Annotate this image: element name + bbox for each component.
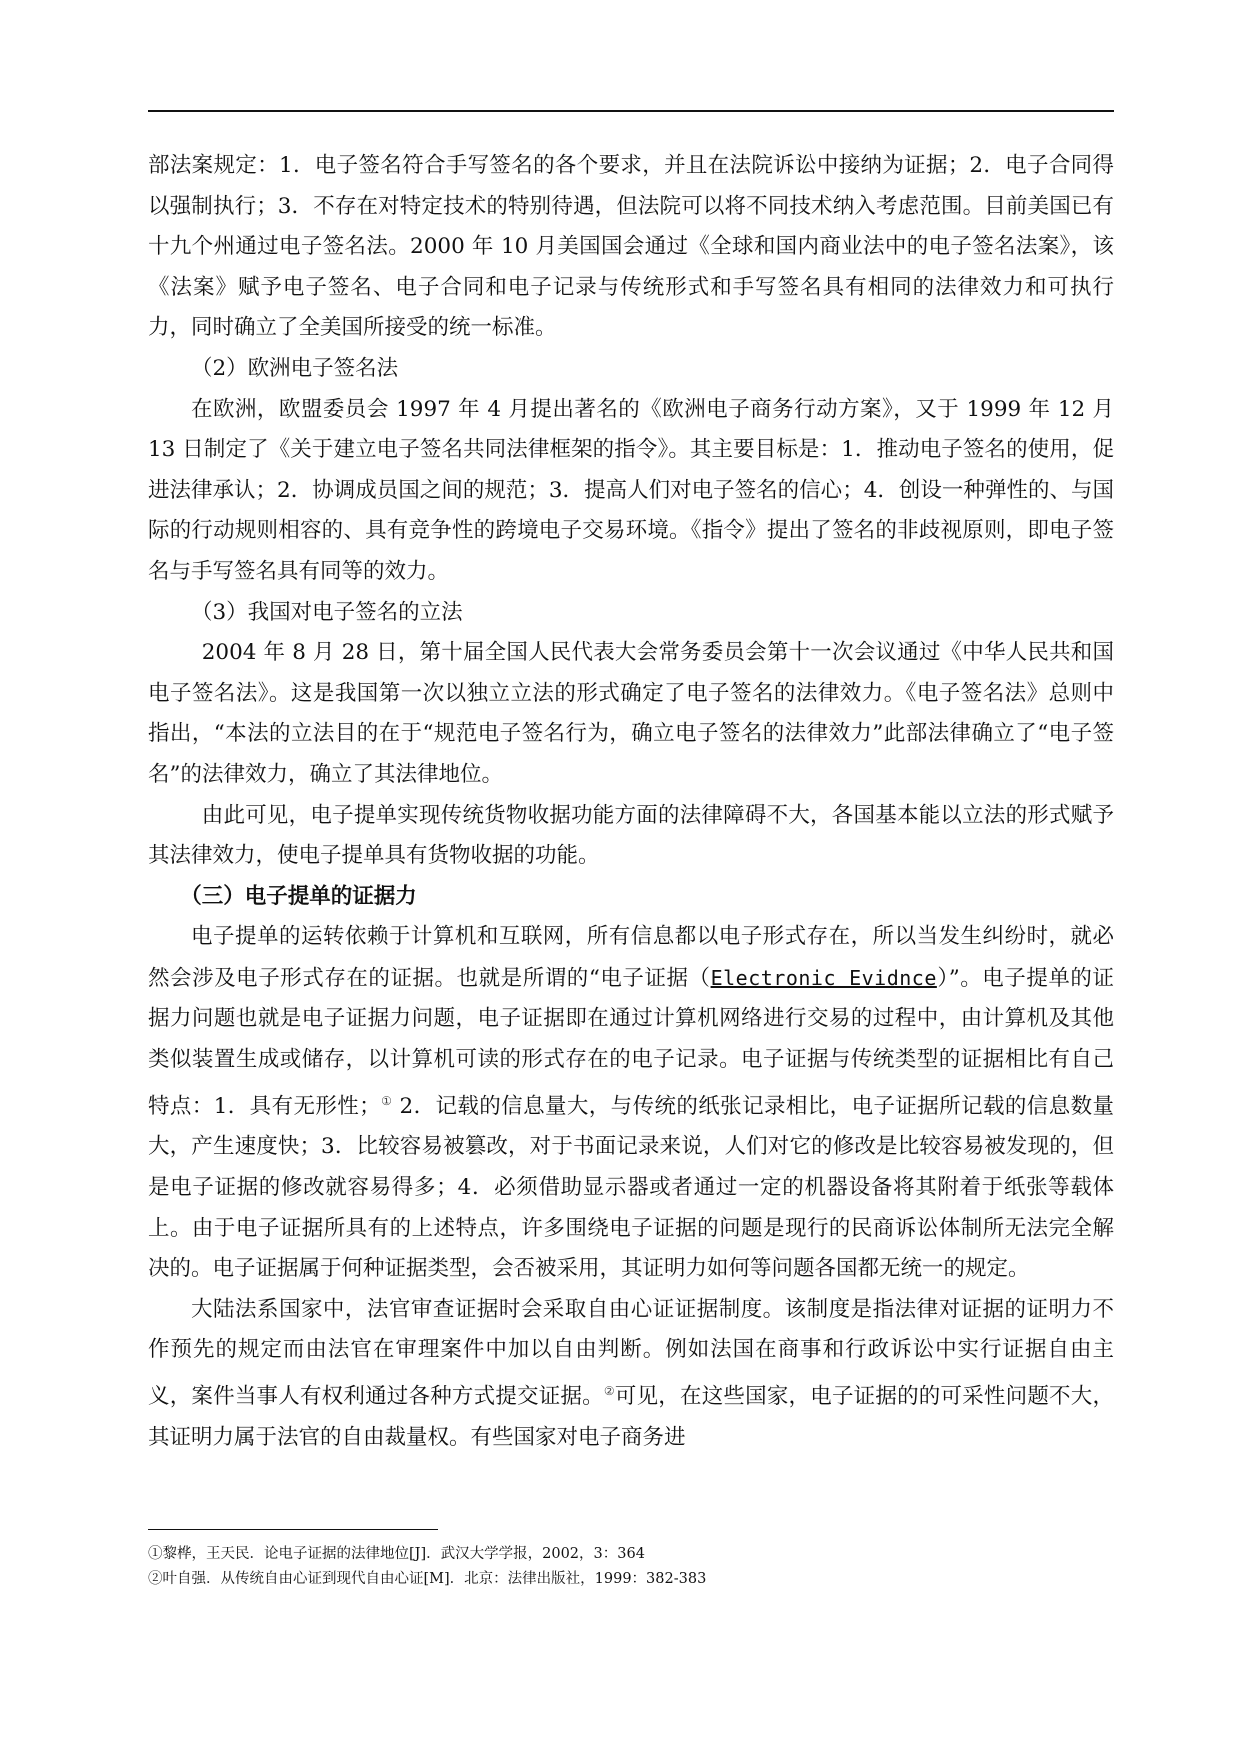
footnote-2: ②叶自强．从传统自由心证到现代自由心证[M]．北京：法律出版社，1999：382-383 bbox=[148, 1571, 707, 1587]
paragraph-china: 2004 年 8 月 28 日，第十届全国人民代表大会常务委员会第十一次会议通过《中华人民共和国电子签名法》。这是我国第一次以独立立法的形式确定了电子签名的法律效力。《电子签名法》总则中指出，“本法的立法目的在于“规范电子签名行为，确立电子签名的法律效力”此部法律确立了“电子签名”的法律效力，确立了其法律地位。 bbox=[148, 640, 1114, 787]
header-rule bbox=[148, 110, 1114, 112]
footnote-1: ①黎桦，王天民．论电子证据的法律地位[J]．武汉大学学报，2002，3：364 bbox=[148, 1546, 645, 1562]
civil-law-text-1: 大陆法系国家中，法官审查证据时会采取自由心证证据制度。该制度是指法律对证据的证明力不作预先的规定而由法官在审理案件中加以自由判断。例如法国在商事和行政诉讼中实行证据自由主义，案件当事人有权利通过各种方式提交证据。 bbox=[148, 1296, 1114, 1410]
evidence-text-2: ）”。电子提单的证据力问题也就是电子证据力问题，电子证据即在通过计算机网络进行交易的过程中，由计算机及其他类似装置生成或储存，以计算机可读的形式存在的电子记录。电子证据与传统类型的证据相比有自己特点：1．具有无形性； bbox=[148, 965, 1114, 1119]
subheading-china: （3）我国对电子签名的立法 bbox=[191, 599, 463, 625]
civil-law-text-2: 可见，在这些国家，电子证据的的可采性问题不大，其证明力属于法官的自由裁量权。有些国家对电子商务进 bbox=[148, 1384, 1114, 1450]
footnote-ref-2[interactable]: ② bbox=[603, 1383, 615, 1398]
paragraph-civil-law bbox=[148, 1290, 1114, 1459]
subheading-europe: （2）欧洲电子签名法 bbox=[191, 355, 399, 381]
body-text bbox=[148, 146, 1114, 1458]
footnote-ref-1[interactable]: ① bbox=[380, 1093, 393, 1108]
footnotes bbox=[148, 1542, 1114, 1592]
footnote-rule bbox=[148, 1529, 438, 1530]
section-heading: （三）电子提单的证据力 bbox=[180, 883, 417, 909]
paragraph-us-law: 部法案规定：1．电子签名符合手写签名的各个要求，并且在法院诉讼中接纳为证据；2．电子合同得以强制执行；3．不存在对特定技术的特别待遇，但法院可以将不同技术纳入考虑范围。目前美国已有十九个州通过电子签名法。2000 年 10 月美国国会通过《全球和国内商业法中的电子签名法案》，该《法案》赋予电子签名、电子合同和电子记录与传统形式和手写签名具有相同的法律效力和可执行力，同时确立了全美国所接受的统一标准。 bbox=[148, 153, 1114, 341]
paragraph-europe: 在欧洲，欧盟委员会 1997 年 4 月提出著名的《欧洲电子商务行动方案》，又于 1999 年 12 月 13 日制定了《关于建立电子签名共同法律框架的指令》。其主要目标是：1．推动电子签名的使用，促进法律承认；2．协调成员国之间的规范；3．提高人们对电子签名的信心；4．创设一种弹性的、与国际的行动规则相容的、具有竞争性的跨境电子交易环境。《指令》提出了签名的非歧视原则，即电子签名与手写签名具有同等的效力。 bbox=[148, 396, 1114, 584]
evidence-text-3: 2．记载的信息量大，与传统的纸张记录相比，电子证据所记载的信息数量大，产生速度快；3．比较容易被篡改，对于书面记录来说，人们对它的修改是比较容易被发现的，但是电子证据的修改就容易得多；4．必须借助显示器或者通过一定的机器设备将其附着于纸张等载体上。由于电子证据所具有的上述特点，许多围绕电子证据的问题是现行的民商诉讼体制所无法完全解决的。电子证据属于何种证据类型，会否被采用，其证明力如何等问题各国都无统一的规定。 bbox=[148, 1093, 1114, 1282]
paragraph-evidence bbox=[148, 917, 1114, 1290]
evidence-text-1: 电子提单的运转依赖于计算机和互联网，所有信息都以电子形式存在，所以当发生纠纷时，就必然会涉及电子形式存在的证据。也就是所谓的“电子证据（ bbox=[148, 924, 1114, 991]
electronic-evidence-term: Electronic Evidnce bbox=[710, 965, 937, 990]
paragraph-conclusion: 由此可见，电子提单实现传统货物收据功能方面的法律障碍不大，各国基本能以立法的形式赋予其法律效力，使电子提单具有货物收据的功能。 bbox=[148, 802, 1114, 869]
